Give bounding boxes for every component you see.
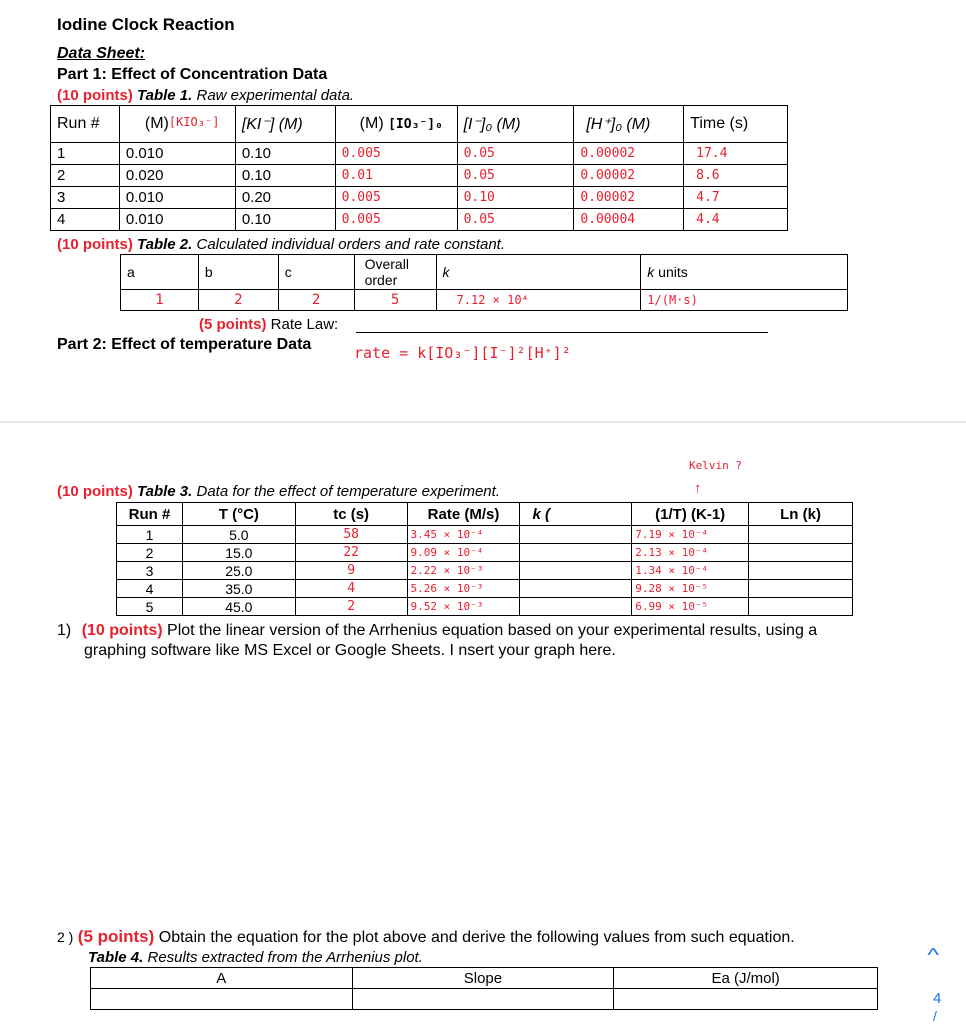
kelvin-arrow: ↑ (694, 480, 702, 497)
table4-value-row (91, 989, 878, 1010)
t3-cell-lnk (749, 544, 853, 562)
t1-cell-i: 0.05 (457, 143, 574, 165)
t3-cell-k (520, 562, 632, 580)
t2-header-b: b (198, 255, 278, 290)
t1-cell-h: 0.00004 (574, 209, 684, 231)
t1-cell-io3: 0.005 (335, 187, 457, 209)
table3-points: (10 points) (57, 483, 133, 500)
t3-cell-tc: 9 (295, 562, 407, 580)
t1-cell-io3: 0.005 (335, 209, 457, 231)
scroll-up-icon[interactable]: ^ (927, 945, 940, 965)
t3-cell-k (520, 580, 632, 598)
t3-cell-lnk (749, 526, 853, 544)
t2-value-k: 7.12 × 10⁴ (436, 290, 641, 311)
t3-cell-rate: 9.09 × 10⁻⁴ (407, 544, 520, 562)
q1-text-line2: graphing software like MS Excel or Google Sheets. I nsert your graph here. (84, 642, 616, 659)
data-sheet-heading: Data Sheet: (57, 45, 146, 62)
t4-header-ea: Ea (J/mol) (614, 968, 878, 989)
t1-cell-i: 0.05 (457, 209, 574, 231)
table3-header-row (117, 503, 853, 526)
t1-cell-run: 3 (51, 187, 120, 209)
page-number: 4 (933, 990, 942, 1007)
t1-cell-time: 4.4 (684, 209, 788, 231)
t1-header-io3 (335, 106, 457, 143)
table1-row (51, 143, 788, 165)
t1-header-h0: [H⁺]₀ (M) (574, 106, 684, 143)
t3-cell-run: 4 (117, 580, 183, 598)
part2-heading: Part 2: Effect of temperature Data (57, 336, 312, 353)
table3-caption (57, 483, 500, 500)
table2-header-row (121, 255, 848, 290)
t3-header-t: T (°C) (182, 503, 295, 526)
t3-cell-inv-t: 1.34 × 10⁻⁴ (632, 562, 749, 580)
table1-caption (57, 87, 354, 104)
t3-cell-rate: 3.45 × 10⁻⁴ (407, 526, 520, 544)
t3-cell-t: 25.0 (182, 562, 295, 580)
t3-cell-k (520, 598, 632, 616)
t1-header-ki: [KI⁻] (M) (235, 106, 335, 143)
rate-law-underline (356, 332, 768, 333)
t3-cell-lnk (749, 562, 853, 580)
q2-points: (5 points) (77, 927, 155, 946)
t1-cell-time: 8.6 (684, 165, 788, 187)
t1-header-kio3 (119, 106, 235, 143)
t1-cell-kio3: 0.010 (119, 187, 235, 209)
t1-cell-kio3: 0.010 (119, 143, 235, 165)
t3-cell-run: 2 (117, 544, 183, 562)
table2-desc: Calculated individual orders and rate constant. (196, 236, 506, 253)
t2-value-c: 2 (278, 290, 354, 311)
t4-cell-slope[interactable] (352, 989, 614, 1010)
table2-points: (10 points) (57, 236, 133, 253)
t3-cell-tc: 22 (295, 544, 407, 562)
t2-header-c: c (278, 255, 354, 290)
t1-cell-kio3: 0.010 (119, 209, 235, 231)
t2-header-a: a (121, 255, 199, 290)
t1-header-time: Time (s) (684, 106, 788, 143)
t3-cell-t: 5.0 (182, 526, 295, 544)
t1-cell-io3: 0.01 (335, 165, 457, 187)
t3-header-rate: Rate (M/s) (407, 503, 520, 526)
t4-header-slope: Slope (352, 968, 614, 989)
t2-header-overall: Overall order (354, 255, 436, 290)
t1-cell-h: 0.00002 (574, 187, 684, 209)
t2-value-a: 1 (121, 290, 199, 311)
t2-header-k-units: k units (641, 255, 848, 290)
rate-law-answer: rate = k[IO₃⁻][I⁻]²[H⁺]² (354, 344, 571, 362)
t2-value-k-units: 1/(M·s) (641, 290, 848, 311)
rate-law-points: (5 points) (199, 316, 267, 333)
t1-cell-run: 4 (51, 209, 120, 231)
table1-header-row (51, 106, 788, 143)
t1-cell-ki: 0.20 (235, 187, 335, 209)
t1-cell-h: 0.00002 (574, 143, 684, 165)
table1-desc: Raw experimental data. (196, 87, 355, 104)
t3-cell-t: 45.0 (182, 598, 295, 616)
table1-label: Table 1. (137, 87, 193, 104)
table4 (90, 967, 878, 1010)
table1 (50, 105, 788, 231)
t1-io3-note: [IO₃⁻]₀ (388, 117, 443, 132)
rate-law-line (199, 316, 338, 333)
kelvin-note: Kelvin ? (689, 459, 742, 472)
t3-cell-rate: 5.26 × 10⁻³ (407, 580, 520, 598)
t1-kio3-note: [KIO₃⁻] (168, 115, 220, 129)
t1-cell-time: 4.7 (684, 187, 788, 209)
t3-header-lnk: Ln (k) (749, 503, 853, 526)
t1-cell-ki: 0.10 (235, 209, 335, 231)
t1-cell-io3: 0.005 (335, 143, 457, 165)
table4-label: Table 4. (88, 949, 144, 966)
t2-value-b: 2 (198, 290, 278, 311)
t3-cell-tc: 2 (295, 598, 407, 616)
table4-caption (88, 949, 423, 966)
t4-header-a: A (91, 968, 353, 989)
t1-cell-kio3: 0.020 (119, 165, 235, 187)
q1-number: 1) (57, 622, 72, 639)
page-divider (0, 421, 966, 423)
t3-cell-inv-t: 2.13 × 10⁻⁴ (632, 544, 749, 562)
table3-row (117, 580, 853, 598)
table2-caption (57, 236, 505, 253)
table3 (116, 502, 853, 616)
t4-cell-ea[interactable] (614, 989, 878, 1010)
t1-cell-h: 0.00002 (574, 165, 684, 187)
t3-cell-lnk (749, 580, 853, 598)
table4-desc: Results extracted from the Arrhenius plot. (147, 949, 423, 966)
t3-cell-lnk (749, 598, 853, 616)
t3-cell-tc: 4 (295, 580, 407, 598)
scroll-down-icon[interactable]: / (933, 1008, 937, 1024)
t3-cell-tc: 58 (295, 526, 407, 544)
t1-cell-ki: 0.10 (235, 165, 335, 187)
t1-header-run: Run # (51, 106, 120, 143)
question-2 (57, 927, 795, 948)
t1-cell-ki: 0.10 (235, 143, 335, 165)
table3-row (117, 526, 853, 544)
t1-cell-time: 17.4 (684, 143, 788, 165)
table1-row (51, 209, 788, 231)
document-title: Iodine Clock Reaction (57, 15, 235, 34)
table3-row (117, 562, 853, 580)
t2-header-k: k (436, 255, 641, 290)
t1-cell-run: 1 (51, 143, 120, 165)
table3-row (117, 544, 853, 562)
table2-label: Table 2. (137, 236, 193, 253)
t1-cell-i: 0.10 (457, 187, 574, 209)
table1-points: (10 points) (57, 87, 133, 104)
t2-value-overall: 5 (354, 290, 436, 311)
t3-cell-rate: 9.52 × 10⁻³ (407, 598, 520, 616)
t3-cell-t: 35.0 (182, 580, 295, 598)
q1-points: (10 points) (81, 622, 163, 639)
t1-io3-unit: (M) (359, 115, 384, 132)
q2-number: 2 ) (57, 929, 74, 945)
table4-header-row (91, 968, 878, 989)
t3-cell-inv-t: 7.19 × 10⁻⁴ (632, 526, 749, 544)
part1-heading: Part 1: Effect of Concentration Data (57, 66, 328, 83)
t1-cell-i: 0.05 (457, 165, 574, 187)
t3-cell-k (520, 526, 632, 544)
t3-cell-rate: 2.22 × 10⁻³ (407, 562, 520, 580)
table3-row (117, 598, 853, 616)
question-1 (57, 621, 817, 641)
t3-header-k: k ( (520, 503, 632, 526)
q1-text-line1: Plot the linear version of the Arrhenius equation based on your experimental results, using a (167, 622, 818, 639)
t3-cell-inv-t: 6.99 × 10⁻⁵ (632, 598, 749, 616)
t3-header-inv-t: (1/T) (K-1) (632, 503, 749, 526)
rate-law-label: Rate Law: (270, 316, 339, 333)
t3-cell-run: 1 (117, 526, 183, 544)
t3-cell-run: 3 (117, 562, 183, 580)
t3-cell-t: 15.0 (182, 544, 295, 562)
table1-row (51, 187, 788, 209)
t3-cell-run: 5 (117, 598, 183, 616)
t1-cell-run: 2 (51, 165, 120, 187)
table3-label: Table 3. (137, 483, 193, 500)
t3-header-run: Run # (117, 503, 183, 526)
table1-row (51, 165, 788, 187)
t3-cell-k (520, 544, 632, 562)
t3-cell-inv-t: 9.28 × 10⁻⁵ (632, 580, 749, 598)
table2-value-row (121, 290, 848, 311)
q2-text: Obtain the equation for the plot above and derive the following values from such equation. (158, 929, 795, 946)
t3-header-tc: tc (s) (295, 503, 407, 526)
table3-desc: Data for the effect of temperature experiment. (196, 483, 500, 500)
t4-cell-a[interactable] (91, 989, 353, 1010)
t1-kio3-unit: (M) (144, 115, 169, 132)
table2 (120, 254, 848, 311)
t1-header-i0: [I⁻]₀ (M) (457, 106, 574, 143)
